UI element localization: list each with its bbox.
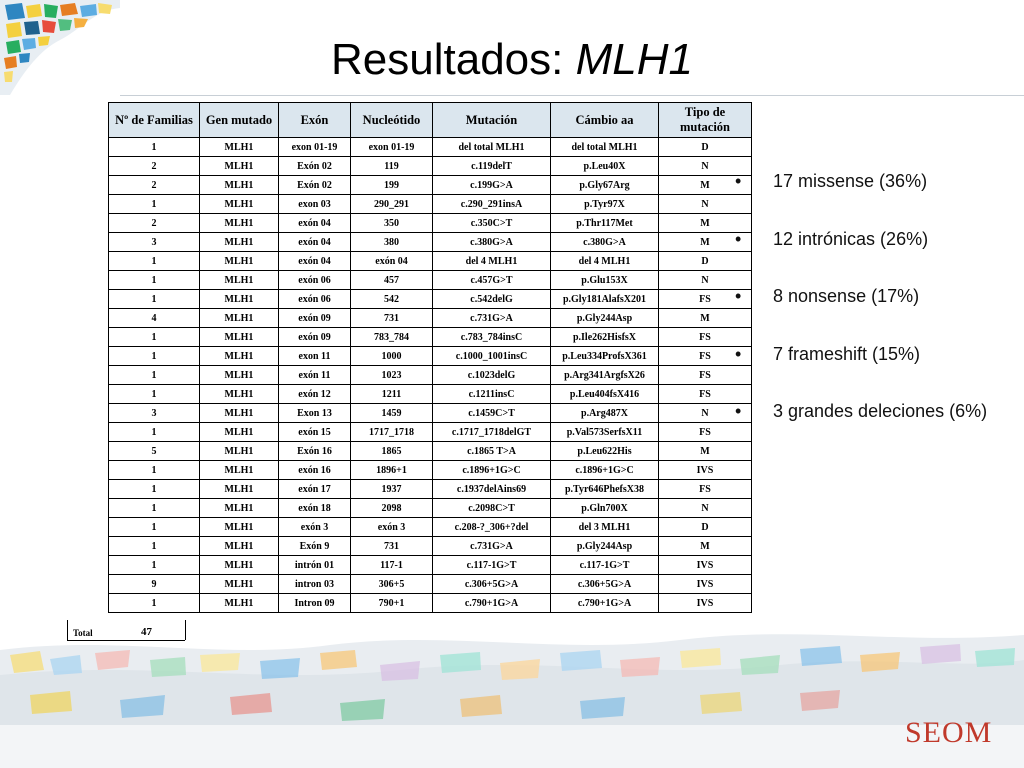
table-cell: exón 04 <box>279 233 351 252</box>
table-cell: p.Arg341ArgfsX26 <box>551 366 659 385</box>
table-row <box>109 138 752 157</box>
table-cell: c.790+1G>A <box>433 594 551 613</box>
table-cell: Exon 13 <box>279 404 351 423</box>
table-row <box>109 252 752 271</box>
table-row <box>109 176 752 195</box>
table-cell: c.306+5G>A <box>551 575 659 594</box>
table-cell: 1 <box>109 385 200 404</box>
table-cell: exon 01-19 <box>351 138 433 157</box>
bullet-icon: • <box>735 286 742 306</box>
table-cell: N <box>659 499 752 518</box>
title-gene: MLH1 <box>575 35 693 84</box>
table-cell: D <box>659 138 752 157</box>
table-cell: FS <box>659 366 752 385</box>
table-cell: exón 04 <box>279 252 351 271</box>
table-cell: c.380G>A <box>551 233 659 252</box>
table-cell: 1 <box>109 290 200 309</box>
table-row <box>109 157 752 176</box>
table-cell: c.117-1G>T <box>433 556 551 575</box>
table-cell: exón 18 <box>279 499 351 518</box>
table-cell: c.1000_1001insC <box>433 347 551 366</box>
bullet-icon: • <box>735 171 742 191</box>
table-cell: c.542delG <box>433 290 551 309</box>
summary-item <box>735 283 987 341</box>
table-cell: 9 <box>109 575 200 594</box>
table-cell: p.Leu404fsX416 <box>551 385 659 404</box>
table-row <box>109 575 752 594</box>
table-cell: c.457G>T <box>433 271 551 290</box>
total-label: Total <box>73 628 93 638</box>
table-cell: MLH1 <box>200 366 279 385</box>
table-cell: exón 11 <box>279 366 351 385</box>
column-header: Gen mutado <box>200 103 279 138</box>
table-cell: 306+5 <box>351 575 433 594</box>
table-cell: 1 <box>109 556 200 575</box>
table-cell: c.290_291insA <box>433 195 551 214</box>
table-cell: Exón 9 <box>279 537 351 556</box>
table-cell: 2 <box>109 176 200 195</box>
table-cell: 1 <box>109 138 200 157</box>
table-cell: c.199G>A <box>433 176 551 195</box>
table-cell: MLH1 <box>200 214 279 233</box>
summary-item <box>735 168 987 226</box>
table-cell: Exón 02 <box>279 157 351 176</box>
table-cell: exón 15 <box>279 423 351 442</box>
table-cell: p.Leu40X <box>551 157 659 176</box>
summary-text: 7 frameshift (15%) <box>773 343 921 364</box>
summary-text: 12 intrónicas (26%) <box>773 228 929 249</box>
table-cell: exón 3 <box>279 518 351 537</box>
table-cell: MLH1 <box>200 404 279 423</box>
bullet-icon: • <box>735 343 742 364</box>
table-cell: Intron 09 <box>279 594 351 613</box>
table-cell: 1 <box>109 537 200 556</box>
table-cell: 290_291 <box>351 195 433 214</box>
table-cell: M <box>659 537 752 556</box>
table-row <box>109 290 752 309</box>
column-header: Exón <box>279 103 351 138</box>
table-cell: 1 <box>109 195 200 214</box>
table-cell: del 4 MLH1 <box>551 252 659 271</box>
table-row <box>109 328 752 347</box>
table-cell: MLH1 <box>200 252 279 271</box>
table-cell: MLH1 <box>200 138 279 157</box>
summary-item <box>735 398 987 456</box>
table-cell: MLH1 <box>200 442 279 461</box>
table-cell: 1865 <box>351 442 433 461</box>
column-header: Cámbio aa <box>551 103 659 138</box>
table-cell: 1937 <box>351 480 433 499</box>
table-cell: 1 <box>109 480 200 499</box>
table-cell: p.Glu153X <box>551 271 659 290</box>
table-cell: c.1896+1G>C <box>433 461 551 480</box>
mosaic-decoration-bottom <box>0 615 1024 768</box>
table-cell: del total MLH1 <box>433 138 551 157</box>
table-cell: exón 04 <box>279 214 351 233</box>
table-cell: IVS <box>659 594 752 613</box>
table-cell: MLH1 <box>200 290 279 309</box>
table-cell: exón 09 <box>279 309 351 328</box>
column-header: Nº de Familias <box>109 103 200 138</box>
table-cell: 1023 <box>351 366 433 385</box>
table-row <box>109 480 752 499</box>
table-cell: c.119delT <box>433 157 551 176</box>
table-cell: MLH1 <box>200 594 279 613</box>
table-cell: 1000 <box>351 347 433 366</box>
table-cell: M <box>659 309 752 328</box>
summary-text: 3 grandes deleciones (6%) <box>773 401 988 421</box>
table-cell: 350 <box>351 214 433 233</box>
table-cell: 1896+1 <box>351 461 433 480</box>
table-cell: c.350C>T <box>433 214 551 233</box>
mutations-table <box>108 102 752 613</box>
table-cell: 119 <box>351 157 433 176</box>
table-cell: 4 <box>109 309 200 328</box>
table-cell: 1211 <box>351 385 433 404</box>
table-cell: FS <box>659 480 752 499</box>
table-cell: 1 <box>109 271 200 290</box>
table-row <box>109 309 752 328</box>
table-cell: p.Val573SerfsX11 <box>551 423 659 442</box>
table-cell: 542 <box>351 290 433 309</box>
column-header: Nucleótido <box>351 103 433 138</box>
summary-item <box>735 226 987 284</box>
table-cell: p.Tyr646PhefsX38 <box>551 480 659 499</box>
table-cell: c.731G>A <box>433 537 551 556</box>
table-cell: exón 3 <box>351 518 433 537</box>
table-cell: intron 03 <box>279 575 351 594</box>
bullet-icon: • <box>735 228 742 249</box>
table-cell: MLH1 <box>200 195 279 214</box>
table-cell: D <box>659 518 752 537</box>
table-cell: del total MLH1 <box>551 138 659 157</box>
table-row <box>109 404 752 423</box>
table-body <box>109 138 752 613</box>
column-header: Mutación <box>433 103 551 138</box>
table-cell: MLH1 <box>200 328 279 347</box>
table-cell: 731 <box>351 537 433 556</box>
table-cell: 1 <box>109 518 200 537</box>
table-cell: 380 <box>351 233 433 252</box>
summary-list <box>735 168 987 456</box>
table-cell: FS <box>659 347 752 366</box>
table-row <box>109 366 752 385</box>
table-cell: exon 01-19 <box>279 138 351 157</box>
table-cell: c.1459C>T <box>433 404 551 423</box>
table-cell: p.Gly244Asp <box>551 309 659 328</box>
table-cell: 2 <box>109 157 200 176</box>
table-cell: del 4 MLH1 <box>433 252 551 271</box>
table-cell: 5 <box>109 442 200 461</box>
table-cell: c.1937delAins69 <box>433 480 551 499</box>
table-cell: p.Gly244Asp <box>551 537 659 556</box>
table-cell: 1 <box>109 423 200 442</box>
table-cell: N <box>659 404 752 423</box>
table-cell: exón 04 <box>351 252 433 271</box>
table-cell: MLH1 <box>200 233 279 252</box>
table-row <box>109 423 752 442</box>
seom-logo: SEOM <box>905 716 993 749</box>
table-cell: c.306+5G>A <box>433 575 551 594</box>
table-row <box>109 195 752 214</box>
table-cell: MLH1 <box>200 556 279 575</box>
table-cell: p.Leu622His <box>551 442 659 461</box>
table-row <box>109 537 752 556</box>
table-cell: 783_784 <box>351 328 433 347</box>
table-cell: MLH1 <box>200 176 279 195</box>
table-cell: MLH1 <box>200 385 279 404</box>
table-cell: exón 16 <box>279 461 351 480</box>
table-cell: p.Gly181AlafsX201 <box>551 290 659 309</box>
table-cell: 3 <box>109 404 200 423</box>
table-cell: exón 17 <box>279 480 351 499</box>
table-row <box>109 233 752 252</box>
table-cell: p.Tyr97X <box>551 195 659 214</box>
table-cell: c.1865 T>A <box>433 442 551 461</box>
table-cell: MLH1 <box>200 518 279 537</box>
table-cell: p.Arg487X <box>551 404 659 423</box>
column-header: Tipo de mutación <box>659 103 752 138</box>
table-cell: c.1896+1G>C <box>551 461 659 480</box>
table-cell: MLH1 <box>200 499 279 518</box>
table-cell: c.783_784insC <box>433 328 551 347</box>
table-cell: p.Gly67Arg <box>551 176 659 195</box>
header-rule <box>120 95 1024 96</box>
table-cell: MLH1 <box>200 537 279 556</box>
table-cell: exón 06 <box>279 290 351 309</box>
table-cell: c.731G>A <box>433 309 551 328</box>
bullet-icon: • <box>735 401 742 421</box>
table-cell: c.790+1G>A <box>551 594 659 613</box>
table-row <box>109 214 752 233</box>
table-cell: N <box>659 271 752 290</box>
table-cell: 1 <box>109 594 200 613</box>
table-cell: exón 06 <box>279 271 351 290</box>
table-cell: FS <box>659 385 752 404</box>
table-cell: IVS <box>659 575 752 594</box>
table-cell: FS <box>659 328 752 347</box>
table-row <box>109 461 752 480</box>
table-cell: exón 09 <box>279 328 351 347</box>
title-prefix: Resultados: <box>331 35 576 84</box>
table-cell: MLH1 <box>200 423 279 442</box>
table-cell: p.Thr117Met <box>551 214 659 233</box>
table-cell: c.1211insC <box>433 385 551 404</box>
table-cell: 1717_1718 <box>351 423 433 442</box>
table-cell: c.1023delG <box>433 366 551 385</box>
table-cell: M <box>659 214 752 233</box>
table-cell: exon 03 <box>279 195 351 214</box>
table-cell: c.1717_1718delGT <box>433 423 551 442</box>
total-value: 47 <box>141 626 152 638</box>
table-row <box>109 594 752 613</box>
table-cell: p.Gln700X <box>551 499 659 518</box>
table-cell: M <box>659 233 752 252</box>
table-cell: 1 <box>109 252 200 271</box>
table-cell: 1 <box>109 366 200 385</box>
table-cell: 1 <box>109 347 200 366</box>
table-cell: c.208-?_306+?del <box>433 518 551 537</box>
table-cell: Exón 02 <box>279 176 351 195</box>
summary-text: 17 missense (36%) <box>773 171 928 191</box>
table-row <box>109 442 752 461</box>
table-cell: exon 11 <box>279 347 351 366</box>
table-cell: D <box>659 252 752 271</box>
table-cell: IVS <box>659 461 752 480</box>
table-cell: intrón 01 <box>279 556 351 575</box>
table-cell: c.117-1G>T <box>551 556 659 575</box>
table-cell: MLH1 <box>200 480 279 499</box>
table-cell: N <box>659 157 752 176</box>
table-cell: Exón 16 <box>279 442 351 461</box>
table-cell: 2098 <box>351 499 433 518</box>
table-cell: 1 <box>109 461 200 480</box>
table-row <box>109 271 752 290</box>
table-cell: 1459 <box>351 404 433 423</box>
table-row <box>109 556 752 575</box>
table-row <box>109 499 752 518</box>
table-cell: del 3 MLH1 <box>551 518 659 537</box>
table-cell: FS <box>659 423 752 442</box>
table-cell: FS <box>659 290 752 309</box>
table-cell: 457 <box>351 271 433 290</box>
summary-item <box>735 341 987 399</box>
table-row <box>109 518 752 537</box>
table-cell: 1 <box>109 499 200 518</box>
table-cell: 3 <box>109 233 200 252</box>
table-cell: IVS <box>659 556 752 575</box>
table-cell: exón 12 <box>279 385 351 404</box>
table-cell: 731 <box>351 309 433 328</box>
table-cell: c.380G>A <box>433 233 551 252</box>
summary-text: 8 nonsense (17%) <box>773 286 920 306</box>
table-cell: 2 <box>109 214 200 233</box>
table-row <box>109 347 752 366</box>
table-cell: 117-1 <box>351 556 433 575</box>
table-cell: MLH1 <box>200 347 279 366</box>
table-cell: c.2098C>T <box>433 499 551 518</box>
table-cell: M <box>659 176 752 195</box>
table-cell: MLH1 <box>200 309 279 328</box>
table-cell: MLH1 <box>200 157 279 176</box>
table-cell: 1 <box>109 328 200 347</box>
table-row <box>109 385 752 404</box>
table-cell: MLH1 <box>200 271 279 290</box>
table-cell: 790+1 <box>351 594 433 613</box>
table-cell: M <box>659 442 752 461</box>
table-header-row <box>109 103 752 138</box>
table-cell: MLH1 <box>200 575 279 594</box>
table-cell: p.Ile262HisfsX <box>551 328 659 347</box>
table-cell: 199 <box>351 176 433 195</box>
slide-title <box>0 30 1024 90</box>
table-cell: p.Leu334ProfsX361 <box>551 347 659 366</box>
table-cell: N <box>659 195 752 214</box>
table-cell: MLH1 <box>200 461 279 480</box>
